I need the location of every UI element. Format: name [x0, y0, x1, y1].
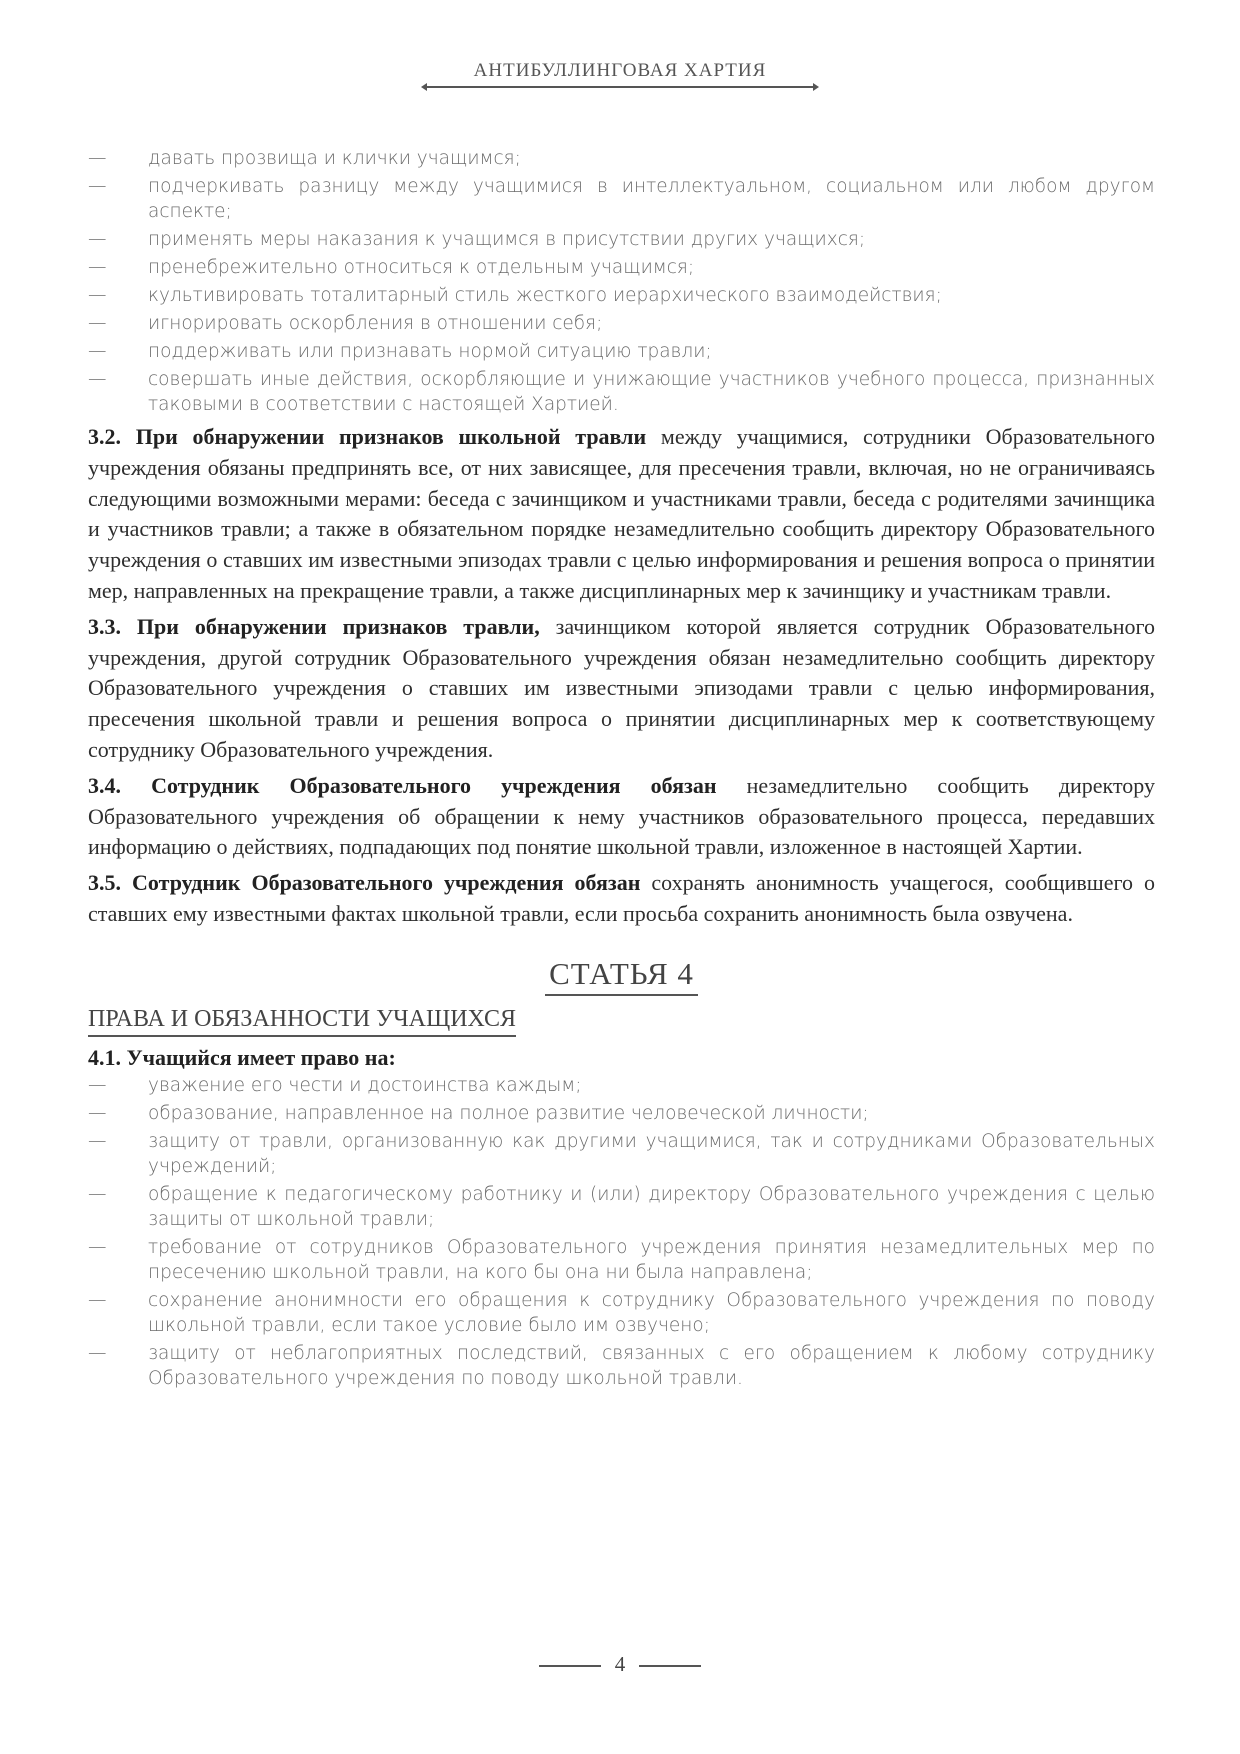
list-item [88, 1073, 1155, 1098]
list-item [88, 311, 1155, 336]
list-item-text: образование, направленное на полное развитие человеческой личности; [148, 1102, 869, 1124]
list-item [88, 1129, 1155, 1179]
footer-rule-left [539, 1665, 601, 1667]
header-rule [425, 86, 815, 88]
list-item [88, 1235, 1155, 1285]
dash-bullet: — [88, 313, 107, 334]
clause-text: незамедлительно сообщить директору Образовательного учреждения об обращении к нему участников образовательного процесса, передавших информацию о действиях, подпадающих под понятие школьной травли, изложенное в настоящей Хартии. [88, 772, 1155, 860]
dash-bullet: — [88, 1236, 107, 1258]
list-item-text: совершать иные действия, оскорбляющие и унижающие участников учебного процесса, признанных таковыми в соответствии с настоящей Хартией. [148, 369, 1155, 415]
dash-bullet: — [88, 148, 107, 169]
dash-bullet: — [88, 257, 107, 278]
running-header: АНТИБУЛЛИНГОВАЯ ХАРТИЯ [473, 60, 767, 81]
list-item-text: уважение его чести и достоинства каждым; [148, 1074, 582, 1096]
dash-bullet: — [88, 1183, 107, 1205]
page-footer [0, 1652, 1240, 1677]
subheading: 4.1. Учащийся имеет право на: [88, 1044, 396, 1070]
prohibited-actions-list [88, 146, 1155, 417]
list-item-text: культивировать тоталитарный стиль жесткого иерархического взаимодействия; [148, 285, 942, 306]
dash-bullet: — [88, 1074, 107, 1096]
clause-text: между учащимися, сотрудники Образовательного учреждения обязаны предпринять все, от них зависящее, для пресечения травли, включая, но не ограничиваясь следующими возможными мерами: беседа с зачинщиком и участниками травли, беседа с родителями зачинщика и участников травли; а также в обязательном порядке незамедлительно сообщить директору Образовательного учреждения о ставших им известными эпизодах травли с целью информирования и решения вопроса о принятии мер, направленных на прекращение травли, а также дисциплинарных мер к зачинщику и участникам травли. [88, 424, 1155, 603]
dash-bullet: — [88, 1289, 107, 1311]
list-item-text: обращение к педагогическому работнику и (или) директору Образовательного учреждения с целью защиты от школьной травли; [148, 1183, 1155, 1230]
list-item [88, 255, 1155, 280]
list-item [88, 174, 1155, 224]
dash-bullet: — [88, 1130, 107, 1152]
list-item-text: подчеркивать разницу между учащимися в интеллектуальном, социальном или любом другом аспекте; [148, 176, 1155, 222]
list-item [88, 1341, 1155, 1391]
list-item-text: пренебрежительно относиться к отдельным учащимся; [148, 257, 695, 278]
section-heading [88, 1006, 1155, 1037]
list-item-text: применять меры наказания к учащимся в присутствии других учащихся; [148, 229, 866, 250]
clause-paragraph [88, 771, 1155, 863]
dash-bullet: — [88, 176, 107, 197]
dash-bullet: — [88, 229, 107, 250]
page-number: 4 [614, 1652, 626, 1676]
clause-text: зачинщиком которой является сотрудник Образовательного учреждения, другой сотрудник Образовательного учреждения обязан незамедлительно сообщить директору Образовательного учреждения о ставших им известными эпизодами травли с целью информирования, пресечения школьной травли и решения вопроса о принятии дисциплинарных мер к соответствующему сотруднику Образовательного учреждения. [88, 613, 1155, 762]
article-title [88, 956, 1155, 996]
list-item [88, 367, 1155, 417]
page-content [88, 146, 1155, 1394]
clause-lead: 3.2. При обнаружении признаков школьной травли [88, 424, 647, 449]
list-item [88, 1182, 1155, 1232]
list-item-text: поддерживать или признавать нормой ситуацию травли; [148, 341, 712, 362]
student-rights-list [88, 1073, 1155, 1391]
clause-text: сохранять анонимность учащегося, сообщившего о ставших ему известными фактах школьной травли, если просьба сохранить анонимность была озвучена. [88, 870, 1155, 926]
dash-bullet: — [88, 1342, 107, 1364]
list-item-text: давать прозвища и клички учащимся; [148, 148, 521, 169]
list-item [88, 339, 1155, 364]
clause-paragraph [88, 612, 1155, 766]
list-item [88, 283, 1155, 308]
clause-lead: 3.4. Сотрудник Образовательного учреждения обязан [88, 772, 717, 798]
list-item-text: игнорировать оскорбления в отношении себя; [148, 313, 603, 334]
section-heading-text: ПРАВА И ОБЯЗАННОСТИ УЧАЩИХСЯ [88, 1006, 516, 1037]
footer-rule-right [639, 1665, 701, 1667]
list-item-text: защиту от травли, организованную как другими учащимися, так и сотрудниками Образовательных учреждений; [148, 1130, 1155, 1177]
list-item-text: требование от сотрудников Образовательного учреждения принятия незамедлительных мер по пресечению школьной травли, на кого бы она ни была направлена; [148, 1236, 1155, 1283]
clause-paragraph [88, 422, 1155, 607]
dash-bullet: — [88, 1102, 107, 1124]
clause-lead: 3.5. Сотрудник Образовательного учреждения обязан [88, 870, 641, 896]
clause-paragraph [88, 868, 1155, 930]
list-item-text: защиту от неблагоприятных последствий, связанных с его обращением к любому сотруднику Образовательного учреждения по поводу школьной травли. [148, 1342, 1155, 1389]
dash-bullet: — [88, 341, 107, 362]
list-item [88, 146, 1155, 171]
clause-lead: 3.3. При обнаружении признаков травли, [88, 613, 540, 639]
dash-bullet: — [88, 285, 107, 306]
list-item [88, 227, 1155, 252]
list-item [88, 1288, 1155, 1338]
list-item-text: сохранение анонимности его обращения к сотруднику Образовательного учреждения по поводу школьной травли, если такое условие было им озвучено; [148, 1289, 1155, 1336]
article-title-text: СТАТЬЯ 4 [545, 956, 698, 996]
list-item [88, 1101, 1155, 1126]
dash-bullet: — [88, 369, 107, 390]
